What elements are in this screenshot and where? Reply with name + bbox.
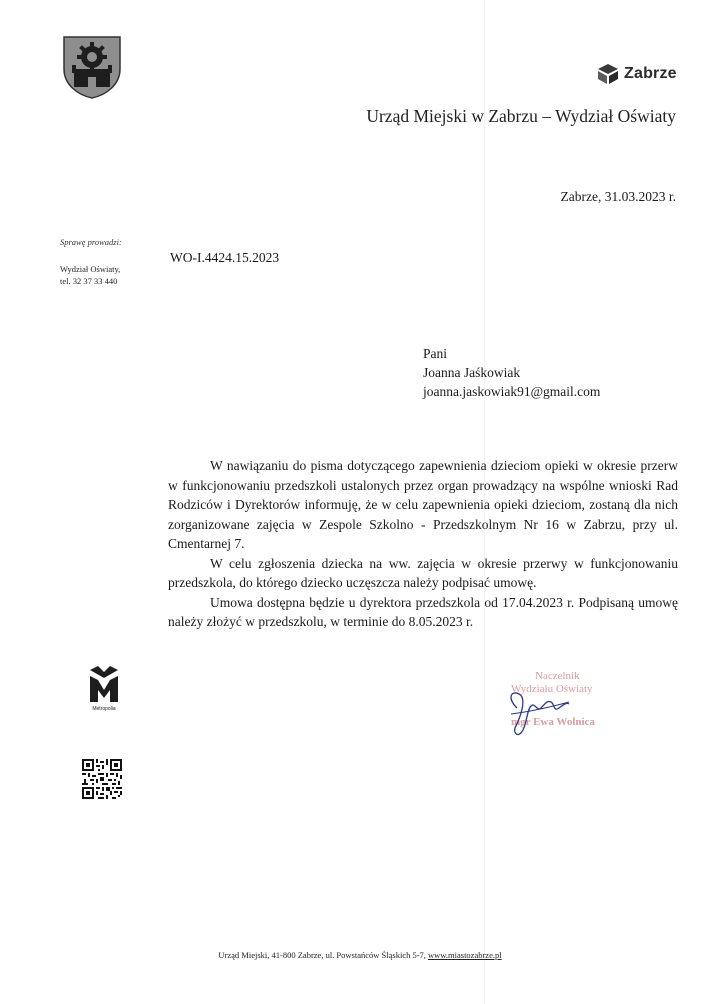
handled-by-label: Sprawę prowadzi:	[60, 237, 122, 247]
qr-code-icon	[82, 759, 122, 799]
stamp-title: Naczelnik	[535, 670, 580, 682]
department-phone: tel. 32 37 33 440	[60, 276, 118, 286]
recipient-email: joanna.jaskowiak91@gmail.com	[423, 384, 601, 399]
body-paragraph-1: W nawiązaniu do pisma dotyczącego zapewnienia dzieciom opieki w okresie przerw w funkcjonowaniu przedszkoli ustalonych przez organ prowadzący na wspólne wnioski Rad Rodziców i Dyrektorów informuję, że w celu zapewnienia opieki dzieciom, zostaną dla nich zorganizowane zajęcia w Zespole Szkolno - Przedszkolnym Nr 16 w Zabrzu, przy ul. Cmentarnej 7.	[168, 458, 678, 551]
department-name: Wydział Oświaty,	[60, 264, 121, 274]
recipient-block	[423, 344, 600, 401]
signature-icon	[497, 668, 647, 748]
body-paragraph-3: Umowa dostępna będzie u dyrektora przedszkola od 17.04.2023 r. Podpisaną umowę należy złożyć w przedszkolu, w terminie do 8.05.2023 r.	[168, 594, 678, 629]
footer-website-link[interactable]: www.miastozabrze.pl	[428, 950, 502, 960]
metropolia-label: Metropolia	[92, 706, 116, 712]
zabrze-logo-icon	[596, 63, 620, 85]
page-footer	[0, 950, 720, 960]
recipient-salutation: Pani	[423, 346, 448, 361]
office-title: Urząd Miejski w Zabrzu – Wydział Oświaty	[366, 106, 676, 126]
recipient-name: Joanna Jaśkowiak	[423, 365, 521, 380]
letter-date: Zabrze, 31.03.2023 r.	[560, 189, 676, 204]
official-stamp	[497, 668, 647, 748]
brand-name: Zabrze	[624, 65, 677, 82]
brand-logo	[596, 62, 677, 86]
city-crest-icon	[62, 35, 122, 99]
body-paragraph-2: W celu zgłoszenia dziecka na ww. zajęcia w okresie przerwy w funkcjonowaniu przedszkola, do którego dziecko uczęszcza należy podpisać umowę.	[168, 555, 678, 590]
footer-address: Urząd Miejski, 41-800 Zabrze, ul. Powstańców Śląskich 5-7,	[218, 950, 429, 960]
reference-number: WO-I.4424.15.2023	[170, 250, 280, 265]
handled-by-department	[60, 263, 120, 287]
stamp-name: mgr Ewa Wolnica	[511, 716, 595, 728]
letter-body	[168, 456, 678, 632]
stamp-department: Wydziału Oświaty	[511, 683, 593, 695]
